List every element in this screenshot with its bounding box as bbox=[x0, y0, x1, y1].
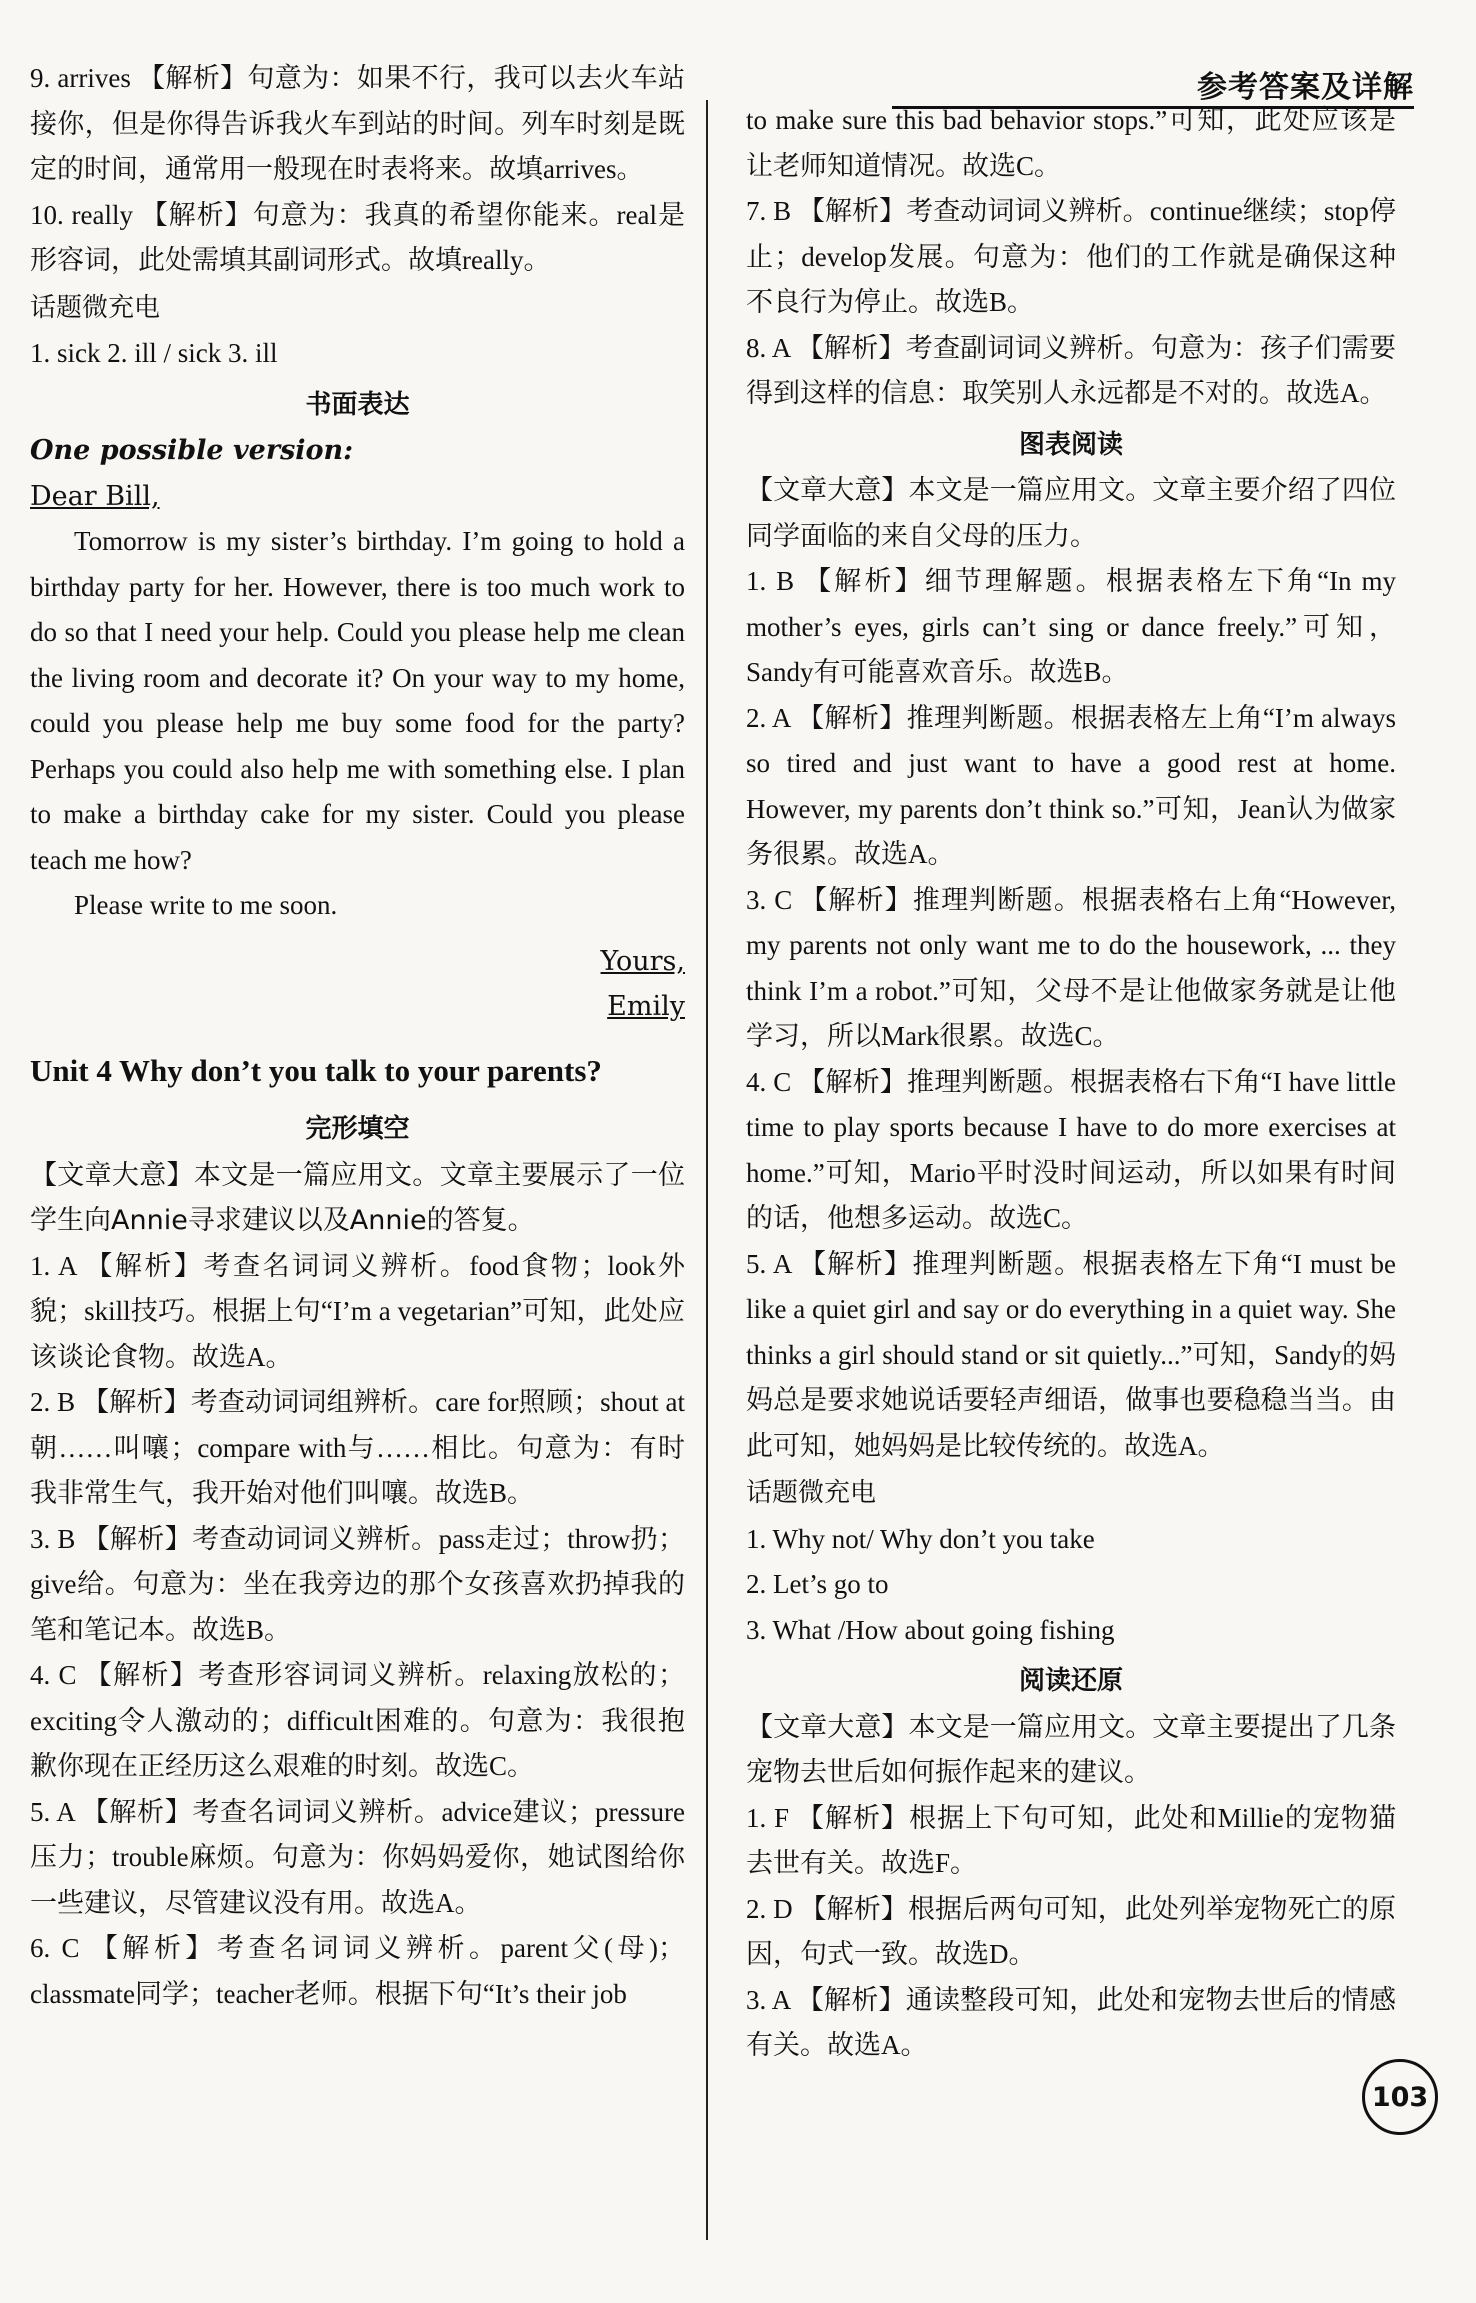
letter-salutation: Dear Bill, bbox=[30, 480, 160, 512]
section-heading-cloze: 完形填空 bbox=[305, 1114, 410, 1144]
column-divider bbox=[706, 100, 708, 2240]
answer-item: to make sure this bad behavior stops.”可知，此处应该是让老师知道情况。故选C。 bbox=[746, 105, 1396, 181]
topic-heading: 话题微充电 bbox=[30, 292, 161, 323]
article-summary: 【文章大意】本文是一篇应用文。文章主要介绍了四位同学面临的来自父母的压力。 bbox=[746, 475, 1396, 552]
answer-item: 7. B 【解析】考查动词词义辨析。continue继续；stop停止；develop发展。句意为：他们的工作就是确保这种不良行为停止。故选B。 bbox=[746, 196, 1396, 317]
article-summary: 【文章大意】本文是一篇应用文。文章主要提出了几条宠物去世后如何振作起来的建议。 bbox=[746, 1711, 1396, 1788]
answer-item: 6. C 【解析】考查名词词义辨析。parent父(母)；classmate同学；teacher老师。根据下句“It’s their job bbox=[30, 1933, 685, 2009]
answer-item: 1. B 【解析】细节理解题。根据表格左下角“In my mother’s eyes, girls can’t sing or dance freely.”可知，Sandy有可能喜欢音乐。故选B。 bbox=[746, 566, 1396, 687]
answer-item: 3. C 【解析】推理判断题。根据表格右上角“However, my parents not only want me to do the housework, ... they think I’m a robot.”可知，父母不是让他做家务就是让他学习，所以Mark很累。故选C。 bbox=[746, 884, 1396, 1051]
right-column bbox=[746, 98, 1396, 2069]
answer-item: 1. A 【解析】考查名词词义辨析。food食物；look外貌；skill技巧。根据上句“I’m a vegetarian”可知，此处应该谈论食物。故选A。 bbox=[30, 1250, 685, 1372]
answer-item: 1. F 【解析】根据上下句可知，此处和Millie的宠物猫去世有关。故选F。 bbox=[746, 1802, 1396, 1878]
section-heading-writing: 书面表达 bbox=[305, 389, 410, 420]
answer-item: 9. arrives 【解析】句意为：如果不行，我可以去火车站接你，但是你得告诉我火车到站的时间。列车时刻是既定的时间，通常用一般现在时表将来。故填arrives。 bbox=[30, 63, 685, 184]
topic-answer: 2. Let’s go to bbox=[746, 1569, 889, 1599]
answer-item: 4. C 【解析】推理判断题。根据表格右下角“I have little time to play sports because I have to do more exercises at home.”可知，Mario平时没时间运动，所以如果有时间的话，他想多运动。故选C。 bbox=[746, 1066, 1396, 1233]
answer-item: 3. B 【解析】考查动词词义辨析。pass走过；throw扔；give给。句意为：坐在我旁边的那个女孩喜欢扔掉我的笔和笔记本。故选B。 bbox=[30, 1523, 685, 1645]
answer-item: 2. D 【解析】根据后两句可知，此处列举宠物死亡的原因，句式一致。故选D。 bbox=[746, 1893, 1396, 1969]
answer-item: 5. A 【解析】推理判断题。根据表格左下角“I must be like a quiet girl and say or do everything in a quiet way. She thinks a girl should stand or sit quietly...”可知，Sandy的妈妈总是要求她说话要轻声细语，做事也要稳稳当当。由此可知，她妈妈是比较传统的。故选A。 bbox=[746, 1248, 1396, 1461]
answer-item: 5. A 【解析】考查名词词义辨析。advice建议；pressure压力；trouble麻烦。句意为：你妈妈爱你，她试图给你一些建议，尽管建议没有用。故选A。 bbox=[30, 1796, 685, 1918]
letter-sign-name: Emily bbox=[607, 991, 685, 1022]
answer-item: 4. C 【解析】考查形容词词义辨析。relaxing放松的；exciting令人激动的；difficult困难的。句意为：我很抱歉你现在正经历这么艰难的时刻。故选C。 bbox=[30, 1660, 685, 1781]
header-title: 参考答案及详解 bbox=[1197, 70, 1414, 105]
answer-item: 8. A 【解析】考查副词词义辨析。句意为：孩子们需要得到这样的信息：取笑别人永远都是不对的。故选A。 bbox=[746, 332, 1396, 408]
unit-title: Unit 4 Why don’t you talk to your parents? bbox=[30, 1052, 602, 1088]
answer-item: 3. A 【解析】通读整段可知，此处和宠物去世后的情感有关。故选A。 bbox=[746, 1984, 1396, 2060]
topic-answer: 1. Why not/ Why don’t you take bbox=[746, 1523, 1095, 1554]
section-heading-chart: 图表阅读 bbox=[1018, 429, 1123, 460]
letter-close: Please write to me soon. bbox=[74, 890, 338, 920]
topic-answers: 1. sick 2. ill / sick 3. ill bbox=[30, 338, 278, 368]
letter-sign-yours: Yours, bbox=[600, 945, 685, 977]
topic-answer: 3. What /How about going fishing bbox=[746, 1614, 1115, 1645]
answer-item: 2. A 【解析】推理判断题。根据表格左上角“I’m always so tired and just want to have a good rest at home. However, my parents don’t think so.”可知，Jean认为做家务很累。故选A。 bbox=[746, 702, 1396, 869]
left-column bbox=[30, 56, 685, 2017]
section-heading-reading: 阅读还原 bbox=[1018, 1666, 1123, 1696]
answer-item: 10. really 【解析】句意为：我真的希望你能来。real是形容词，此处需填其副词形式。故填really。 bbox=[30, 199, 685, 275]
article-summary: 【文章大意】本文是一篇应用文。文章主要展示了一位学生向Annie寻求建议以及Annie的答复。 bbox=[30, 1159, 685, 1236]
topic-heading: 话题微充电 bbox=[746, 1478, 877, 1508]
page-number-badge: 103 bbox=[1362, 2059, 1438, 2135]
letter-body: Tomorrow is my sister’s birthday. I’m going to hold a birthday party for her. However, there is too much work to do so that I need your help. Could you please help me clean the living room and decorate it? On your way to my home, could you please help me buy some food for the party? Perhaps you could also help me with something else. I plan to make a birthday cake for my sister. Could you please teach me how? bbox=[30, 526, 685, 875]
version-label: One possible version: bbox=[30, 435, 354, 466]
answer-item: 2. B 【解析】考查动词词组辨析。care for照顾；shout at朝……叫嚷；compare with与……相比。句意为：有时我非常生气，我开始对他们叫嚷。故选B。 bbox=[30, 1387, 685, 1508]
